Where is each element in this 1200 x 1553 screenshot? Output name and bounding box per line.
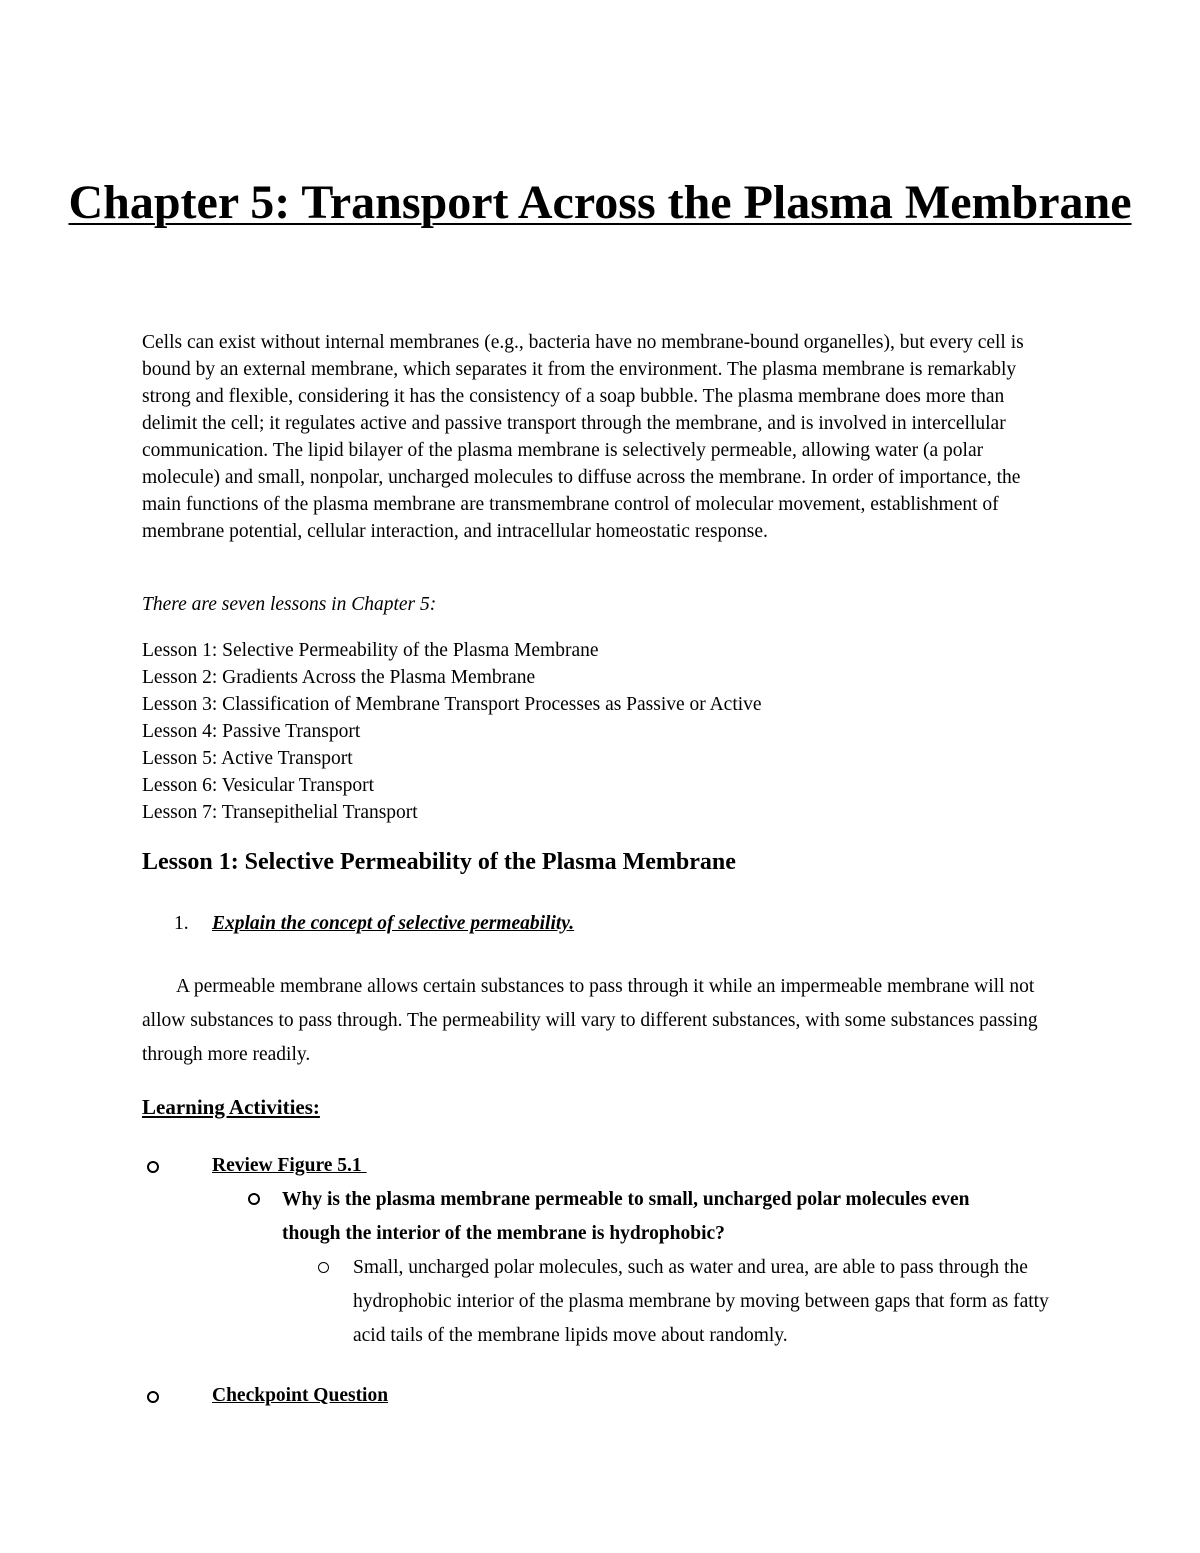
lesson-list-item: Lesson 3: Classification of Membrane Transport Processes as Passive or Active xyxy=(142,694,762,715)
answer-paragraph: A permeable membrane allows certain substances to pass through it while an impermeable membrane will not allow substances to pass through. The permeability will vary to different substances, with some substances passing through more readily. xyxy=(142,976,1038,1065)
bullet-icon xyxy=(318,1262,329,1273)
lesson-list-item: Lesson 6: Vesicular Transport xyxy=(142,775,375,796)
lesson-list-item: Lesson 2: Gradients Across the Plasma Membrane xyxy=(142,667,536,688)
sub-answer: Small, uncharged polar molecules, such as water and urea, are able to pass through the hydrophobic interior of the plasma membrane by moving between gaps that form as fatty acid tails of the membrane lipids move about randomly. xyxy=(353,1257,1049,1346)
question-1 xyxy=(174,910,575,938)
lessons-intro: There are seven lessons in Chapter 5: xyxy=(142,594,437,615)
lesson-1-heading: Lesson 1: Selective Permeability of the Plasma Membrane xyxy=(142,849,736,875)
lesson-list-item: Lesson 5: Active Transport xyxy=(142,748,353,769)
question-number: 1. xyxy=(174,913,189,934)
lesson-list-item: Lesson 4: Passive Transport xyxy=(142,721,361,742)
lesson-list xyxy=(142,637,762,826)
learning-activities-heading: Learning Activities: xyxy=(142,1095,320,1119)
checkpoint-question-link[interactable]: Checkpoint Question xyxy=(212,1385,389,1406)
question-text: Explain the concept of selective permeability. xyxy=(212,913,575,934)
bullet-icon xyxy=(147,1161,159,1173)
bullet-icon xyxy=(147,1391,159,1403)
review-figure-link[interactable]: Review Figure 5.1 xyxy=(212,1155,367,1176)
chapter-title: Chapter 5: Transport Across the Plasma Membrane xyxy=(68,176,1132,229)
lesson-list-item: Lesson 1: Selective Permeability of the Plasma Membrane xyxy=(142,640,599,661)
sub-question: Why is the plasma membrane permeable to small, uncharged polar molecules even though the interior of the membrane is hydrophobic? xyxy=(282,1189,970,1244)
bullet-icon xyxy=(248,1193,260,1205)
intro-paragraph: Cells can exist without internal membranes (e.g., bacteria have no membrane-bound organelles), but every cell is bound by an external membrane, which separates it from the environment. The plasma membrane is remarkably strong and flexible, considering it has the consistency of a soap bubble. The plasma membrane does more than delimit the cell; it regulates active and passive transport through the membrane, and is involved in intercellular communication. The lipid bilayer of the plasma membrane is selectively permeable, allowing water (a polar molecule) and small, nonpolar, uncharged molecules to diffuse across the membrane. In order of importance, the main functions of the plasma membrane are transmembrane control of molecular movement, establishment of membrane potential, cellular interaction, and intracellular homeostatic response. xyxy=(142,332,1024,542)
lesson-list-item: Lesson 7: Transepithelial Transport xyxy=(142,802,418,823)
